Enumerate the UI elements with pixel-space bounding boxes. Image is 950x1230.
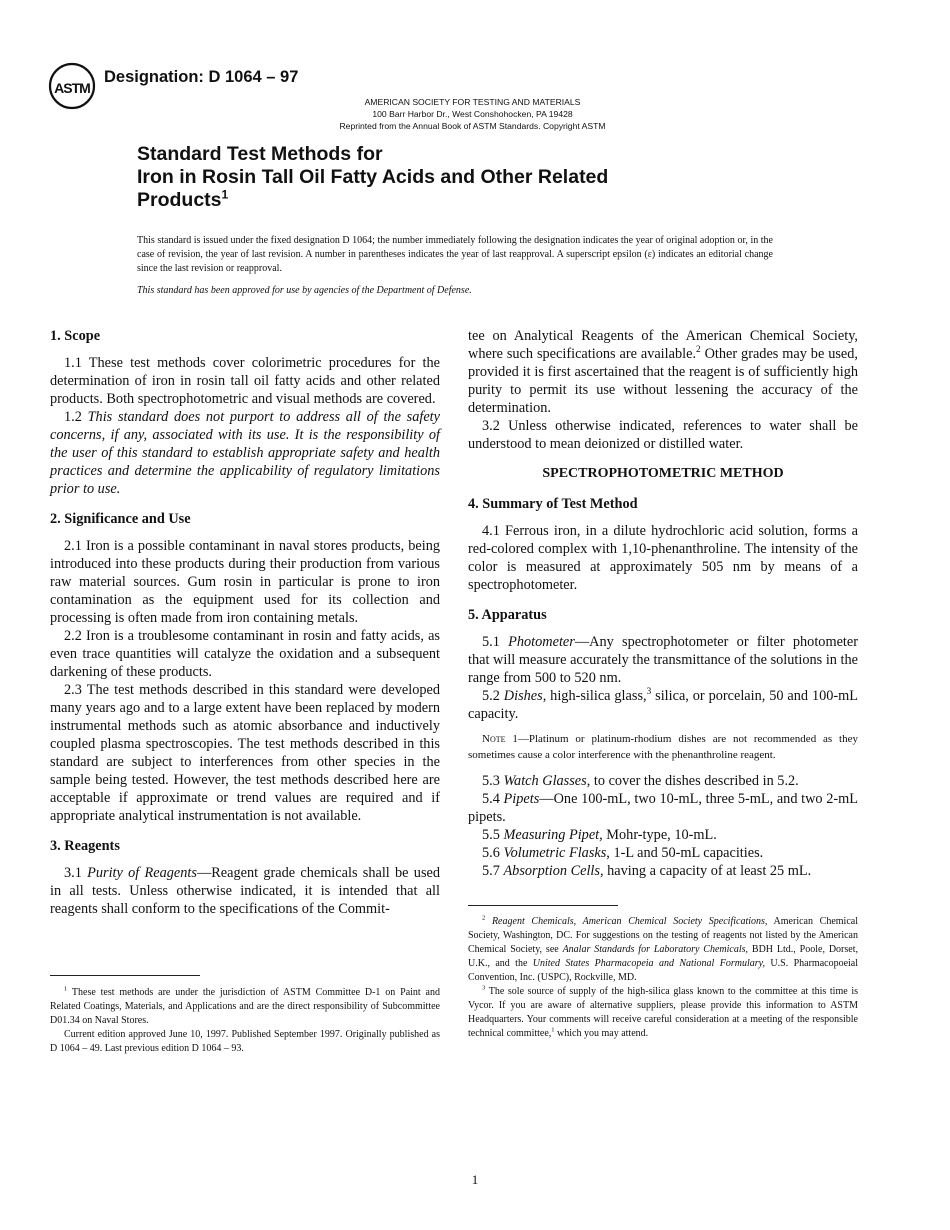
footnotes-left [50,986,440,1056]
section-heading: 3. Reagents [50,838,120,854]
paragraph: 5.3 Watch Glasses, to cover the dishes described in 5.2. [482,773,799,789]
paragraph: 5.6 Volumetric Flasks, 1-L and 50-mL capacities. [482,845,764,861]
approval-statement: This standard has been approved for use by agencies of the Department of Defense. [137,285,472,296]
paragraph: 2.1 Iron is a possible contaminant in naval stores products, being introduced into these products during their production from various raw material sources. Gum rosin in particular is prone to iron contamination as the equipment used for its collection and processing is often made from iron containing metals. [50,538,440,626]
document-title [137,143,837,212]
paragraph: 5.1 Photometer—Any spectrophotometer or filter photometer that will measure accurately the transmittance of the solutions in the range from 500 to 520 nm. [468,634,858,686]
footnote: $^1$ These test methods are under the jurisdiction of ASTM Committee D-1 on Paint and Related Coatings, Materials, and Applications and are the direct responsibility of Subcommittee D01.34 on Naval Stores. [50,985,440,1026]
paragraph: 5.2 Dishes, high-silica glass,$^3$ silica, or porcelain, 50 and 100-mL capacity. [468,687,859,722]
paragraph: 3.1 Purity of Reagents—Reagent grade chemicals shall be used in all tests. Unless otherwise indicated, it is intended that all reagents shall conform to the specifications of the Commit- [50,865,440,917]
right-column [468,327,858,880]
paragraph: 1.2 This standard does not purport to address all of the safety concerns, if any, associated with its use. It is the responsibility of the user of this standard to establish appropriate safety and health practices and determine the applicability of regulatory limitations prior to use. [50,409,440,497]
footnote-ref: 1 [221,187,229,202]
paragraph: 1.1 These test methods cover colorimetric procedures for the determination of iron in rosin tall oil fatty acids and other related products. Both spectrophotometric and visual methods are covered. [50,355,440,407]
note: Note 1—Platinum or platinum-rhodium dishes are not recommended as they sometimes cause a color interference with the phenanthroline reagent. [468,733,858,761]
publisher-copyright: Reprinted from the Annual Book of ASTM Standards. Copyright ASTM [339,121,606,131]
section-heading: 1. Scope [50,328,101,344]
section-heading: 5. Apparatus [468,607,547,623]
paragraph: 5.5 Measuring Pipet, Mohr-type, 10-mL. [482,827,717,843]
left-column [50,327,440,918]
title-line: Standard Test Methods for [137,143,383,165]
paragraph: 2.2 Iron is a troublesome contaminant in rosin and fatty acids, as even trace quantities will catalyze the oxidation and a subsequent darkening of these products. [50,628,440,680]
method-heading: SPECTROPHOTOMETRIC METHOD [542,466,784,481]
paragraph: 3.2 Unless otherwise indicated, references to water shall be understood to mean deionized or distilled water. [468,418,858,452]
publisher-address: 100 Barr Harbor Dr., West Conshohocken, PA 19428 [372,109,573,119]
paragraph: 2.3 The test methods described in this standard were developed many years ago and to a large extent have been replaced by modern instrumental methods such as atomic absorbance and inductively coupled plasma spectroscopies. The test methods described in this standard are subject to interferences from other species in the sample being tested. However, the test methods described here are acceptable if approximate or trend values are required and if appropriate analytical instrumentation is not available. [50,682,440,824]
footnote-rule [468,905,618,906]
footnotes-right [468,915,858,1041]
footnote: Current edition approved June 10, 1997. Published September 1997. Originally published as D 1064 – 49. Last previous edition D 1064 – 93. [50,1029,440,1054]
footnote: $^2$ Reagent Chemicals, American Chemical Society Specifications, American Chemical Society, Washington, DC. For suggestions on the testing of reagents not listed by the American Chemical Society, see Analar Standards for Laboratory Chemicals, BDH Ltd., Poole, Dorset, U.K., and the United States Pharmacopeia and National Formulary, U.S. Pharmacopoeial Convention, Inc. (USPC), Rockville, MD. [468,914,859,983]
publisher-line: AMERICAN SOCIETY FOR TESTING AND MATERIALS [364,97,581,107]
paragraph: tee on Analytical Reagents of the American Chemical Society, where such specifications are available.$^2$ Other grades may be used, provided it is first ascertained that the reagent is of sufficiently high purity to permit its use without lessening the accuracy of the determination. [468,328,858,416]
paragraph: 5.4 Pipets—One 100-mL, two 10-mL, three 5-mL, and two 2-mL pipets. [468,791,858,825]
section-heading: 4. Summary of Test Method [468,496,638,512]
title-line: Iron in Rosin Tall Oil Fatty Acids and Other Related [137,166,609,188]
title-line: Products$^1$ [137,187,229,211]
standard-notice: This standard is issued under the fixed designation D 1064; the number immediately following the designation indicates the year of original adoption or, in the case of revision, the year of last revision. A number in parentheses indicates the year of last reapproval. A superscript epsilon (ε) indicates an editorial change since the last revision or reapproval. [137,235,773,274]
paragraph: 4.1 Ferrous iron, in a dilute hydrochloric acid solution, forms a red-colored complex with 1,10-phenanthroline. The intensity of the color is measured at approximately 505 nm by means of a spectrophotometer. [468,523,858,593]
paragraph: 5.7 Absorption Cells, having a capacity of at least 25 mL. [482,863,812,879]
page-number: 1 [471,1172,479,1187]
section-heading: 2. Significance and Use [50,511,191,527]
astm-logo [47,62,97,110]
footnote-rule [50,975,200,976]
designation: Designation: D 1064 – 97 [104,68,299,86]
publisher-info [320,96,625,132]
svg-text:ASTM: ASTM [54,80,90,96]
footnote: $^3$ The sole source of supply of the high-silica glass known to the committee at this time is Vycor. If you are aware of alternative suppliers, please provide this information to ASTM Headquarters. Your comments will receive careful consideration at a meeting of the responsible technical committee,$^1$ which you may attend. [468,984,858,1039]
